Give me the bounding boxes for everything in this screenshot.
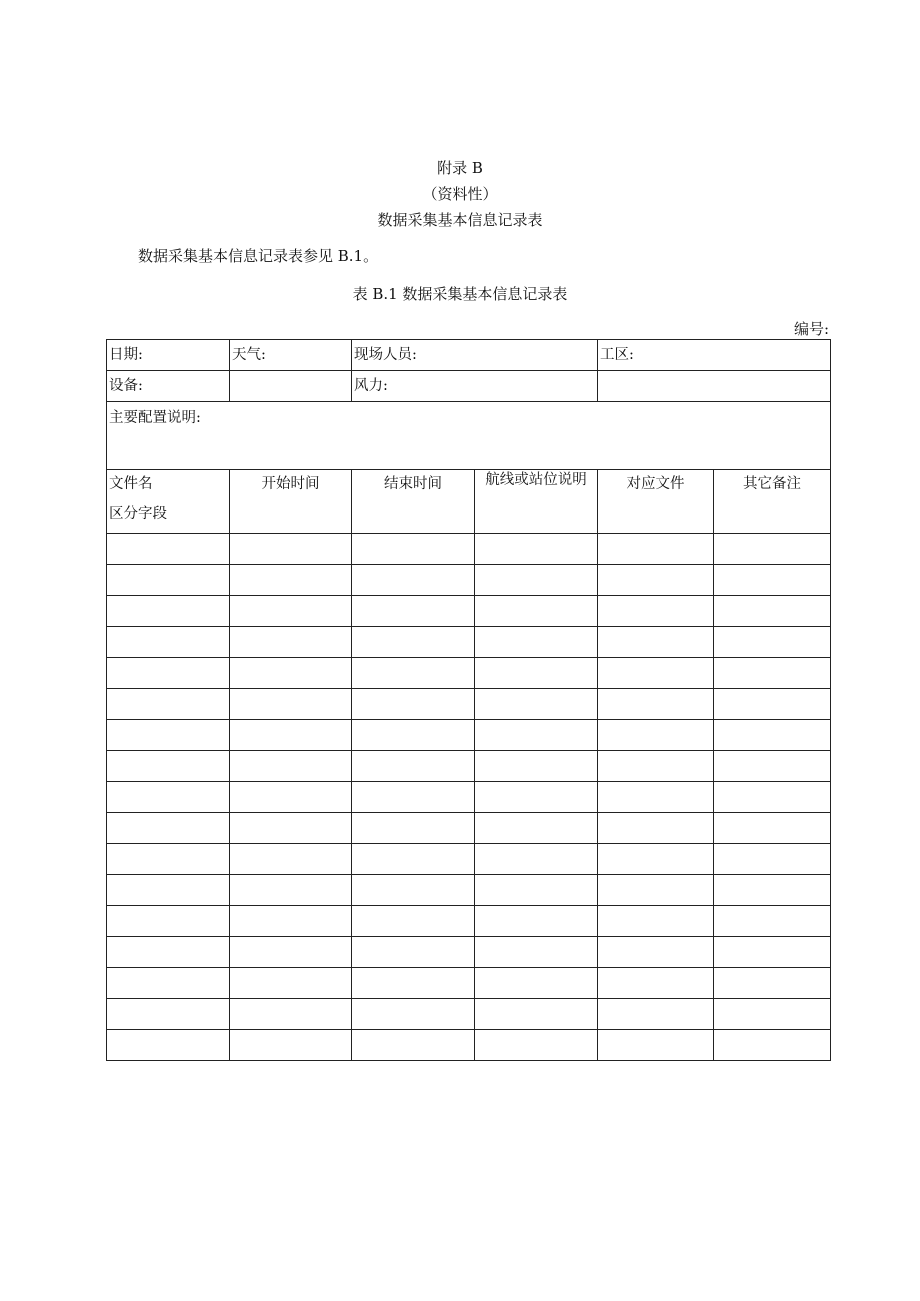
table-cell[interactable] (230, 689, 352, 720)
table-cell[interactable] (230, 906, 352, 937)
table-row (107, 875, 831, 906)
table-cell[interactable] (230, 751, 352, 782)
table-cell[interactable] (714, 596, 831, 627)
table-cell[interactable] (230, 999, 352, 1030)
table-cell[interactable] (598, 720, 714, 751)
table-cell[interactable] (230, 534, 352, 565)
table-cell[interactable] (598, 751, 714, 782)
end-time-header: 结束时间 (352, 470, 475, 534)
table-cell[interactable] (230, 627, 352, 658)
intro-text: 数据采集基本信息记录表参见 B.1。 (138, 247, 379, 265)
table-row (107, 565, 831, 596)
column-header-row (107, 470, 831, 534)
table-row (107, 937, 831, 968)
table-cell[interactable] (475, 689, 598, 720)
table-cell[interactable] (714, 906, 831, 937)
table-cell[interactable] (475, 937, 598, 968)
table-cell[interactable] (352, 596, 475, 627)
table-row (107, 689, 831, 720)
table-cell[interactable] (107, 565, 230, 596)
table-cell[interactable] (714, 751, 831, 782)
table-cell[interactable] (352, 813, 475, 844)
table-cell[interactable] (598, 534, 714, 565)
table-row (107, 627, 831, 658)
table-row (107, 534, 831, 565)
table-row (107, 844, 831, 875)
table-cell[interactable] (598, 565, 714, 596)
table-cell[interactable] (107, 937, 230, 968)
table-cell[interactable] (230, 596, 352, 627)
table-cell[interactable] (714, 999, 831, 1030)
table-cell[interactable] (714, 1030, 831, 1061)
notes-header: 其它备注 (714, 470, 831, 534)
table-cell[interactable] (107, 813, 230, 844)
table-cell[interactable] (352, 627, 475, 658)
table-cell[interactable] (598, 844, 714, 875)
table-cell[interactable] (475, 720, 598, 751)
table-cell[interactable] (352, 720, 475, 751)
info-row-2 (107, 371, 831, 402)
table-cell[interactable] (475, 627, 598, 658)
table-cell[interactable] (230, 720, 352, 751)
appendix-subtitle: （资料性） (422, 185, 498, 203)
table-cell[interactable] (352, 534, 475, 565)
table-cell[interactable] (475, 534, 598, 565)
staff-field[interactable]: 现场人员: (352, 340, 598, 371)
table-cell[interactable] (475, 1030, 598, 1061)
wind-field[interactable]: 风力: (352, 371, 598, 402)
table-cell[interactable] (598, 627, 714, 658)
file-header: 对应文件 (598, 470, 714, 534)
table-cell[interactable] (714, 565, 831, 596)
record-table (106, 339, 831, 1061)
section-label: 区分字段 (109, 506, 167, 522)
table-cell[interactable] (714, 968, 831, 999)
file-name-label: 文件名 (109, 476, 153, 492)
table-cell[interactable] (107, 596, 230, 627)
table-cell[interactable] (475, 906, 598, 937)
table-cell[interactable] (352, 689, 475, 720)
table-cell[interactable] (352, 999, 475, 1030)
table-cell[interactable] (598, 937, 714, 968)
table-cell[interactable] (107, 844, 230, 875)
table-cell[interactable] (598, 596, 714, 627)
table-cell[interactable] (475, 658, 598, 689)
file-name-header (107, 470, 230, 534)
table-cell[interactable] (714, 627, 831, 658)
appendix-heading: 数据采集基本信息记录表 (377, 211, 543, 229)
table-row (107, 658, 831, 689)
table-cell[interactable] (107, 720, 230, 751)
table-row (107, 968, 831, 999)
table-cell[interactable] (714, 720, 831, 751)
wind-value-cell[interactable] (598, 371, 831, 402)
table-cell[interactable] (714, 534, 831, 565)
table-cell[interactable] (714, 689, 831, 720)
table-row (107, 999, 831, 1030)
table-cell[interactable] (598, 906, 714, 937)
info-row-1 (107, 340, 831, 371)
number-label: 编号: (793, 320, 829, 338)
table-row (107, 751, 831, 782)
table-cell[interactable] (107, 627, 230, 658)
table-row (107, 720, 831, 751)
table-cell[interactable] (352, 751, 475, 782)
table-cell[interactable] (107, 782, 230, 813)
table-cell[interactable] (475, 875, 598, 906)
appendix-title: 附录 B (437, 159, 483, 177)
table-cell[interactable] (352, 658, 475, 689)
table-cell[interactable] (107, 534, 230, 565)
config-field[interactable]: 主要配置说明: (107, 402, 831, 470)
table-row (107, 782, 831, 813)
date-field[interactable]: 日期: (107, 340, 230, 371)
table-cell[interactable] (714, 813, 831, 844)
table-row (107, 906, 831, 937)
table-cell[interactable] (230, 844, 352, 875)
table-cell[interactable] (107, 875, 230, 906)
table-cell[interactable] (475, 844, 598, 875)
table-cell[interactable] (230, 1030, 352, 1061)
table-cell[interactable] (598, 1030, 714, 1061)
table-cell[interactable] (230, 875, 352, 906)
table-cell[interactable] (598, 875, 714, 906)
table-cell[interactable] (230, 782, 352, 813)
line-desc-header: 航线或站位说明 (475, 470, 598, 534)
config-row (107, 402, 831, 470)
table-cell[interactable] (475, 968, 598, 999)
start-time-header: 开始时间 (230, 470, 352, 534)
table-cell[interactable] (352, 1030, 475, 1061)
table-cell[interactable] (352, 782, 475, 813)
table-cell[interactable] (352, 937, 475, 968)
table-cell[interactable] (107, 906, 230, 937)
table-cell[interactable] (352, 565, 475, 596)
table-row (107, 1030, 831, 1061)
table-cell[interactable] (352, 906, 475, 937)
table-cell[interactable] (107, 658, 230, 689)
table-cell[interactable] (475, 999, 598, 1030)
table-cell[interactable] (475, 751, 598, 782)
table-cell[interactable] (230, 658, 352, 689)
table-cell[interactable] (230, 937, 352, 968)
table-cell[interactable] (352, 968, 475, 999)
table-cell[interactable] (230, 968, 352, 999)
equipment-value-cell[interactable] (230, 371, 352, 402)
table-row (107, 596, 831, 627)
weather-field[interactable]: 天气: (230, 340, 352, 371)
table-cell[interactable] (230, 813, 352, 844)
table-cell[interactable] (598, 813, 714, 844)
table-cell[interactable] (107, 968, 230, 999)
table-cell[interactable] (598, 968, 714, 999)
table-cell[interactable] (598, 658, 714, 689)
table-cell[interactable] (107, 751, 230, 782)
table-cell[interactable] (475, 813, 598, 844)
table-cell[interactable] (714, 937, 831, 968)
table-row (107, 813, 831, 844)
table-cell[interactable] (230, 565, 352, 596)
table-cell[interactable] (714, 658, 831, 689)
table-caption: 表 B.1 数据采集基本信息记录表 (352, 285, 568, 303)
table-cell[interactable] (107, 1030, 230, 1061)
table-cell[interactable] (714, 844, 831, 875)
table-cell[interactable] (107, 689, 230, 720)
table-cell[interactable] (598, 782, 714, 813)
table-cell[interactable] (475, 782, 598, 813)
table-cell[interactable] (714, 875, 831, 906)
table-cell[interactable] (598, 999, 714, 1030)
table-cell[interactable] (475, 596, 598, 627)
table-cell[interactable] (352, 844, 475, 875)
table-cell[interactable] (475, 565, 598, 596)
table-cell[interactable] (598, 689, 714, 720)
table-cell[interactable] (714, 782, 831, 813)
table-cell[interactable] (107, 999, 230, 1030)
table-cell[interactable] (352, 875, 475, 906)
equipment-field[interactable]: 设备: (107, 371, 230, 402)
work-area-field[interactable]: 工区: (598, 340, 831, 371)
